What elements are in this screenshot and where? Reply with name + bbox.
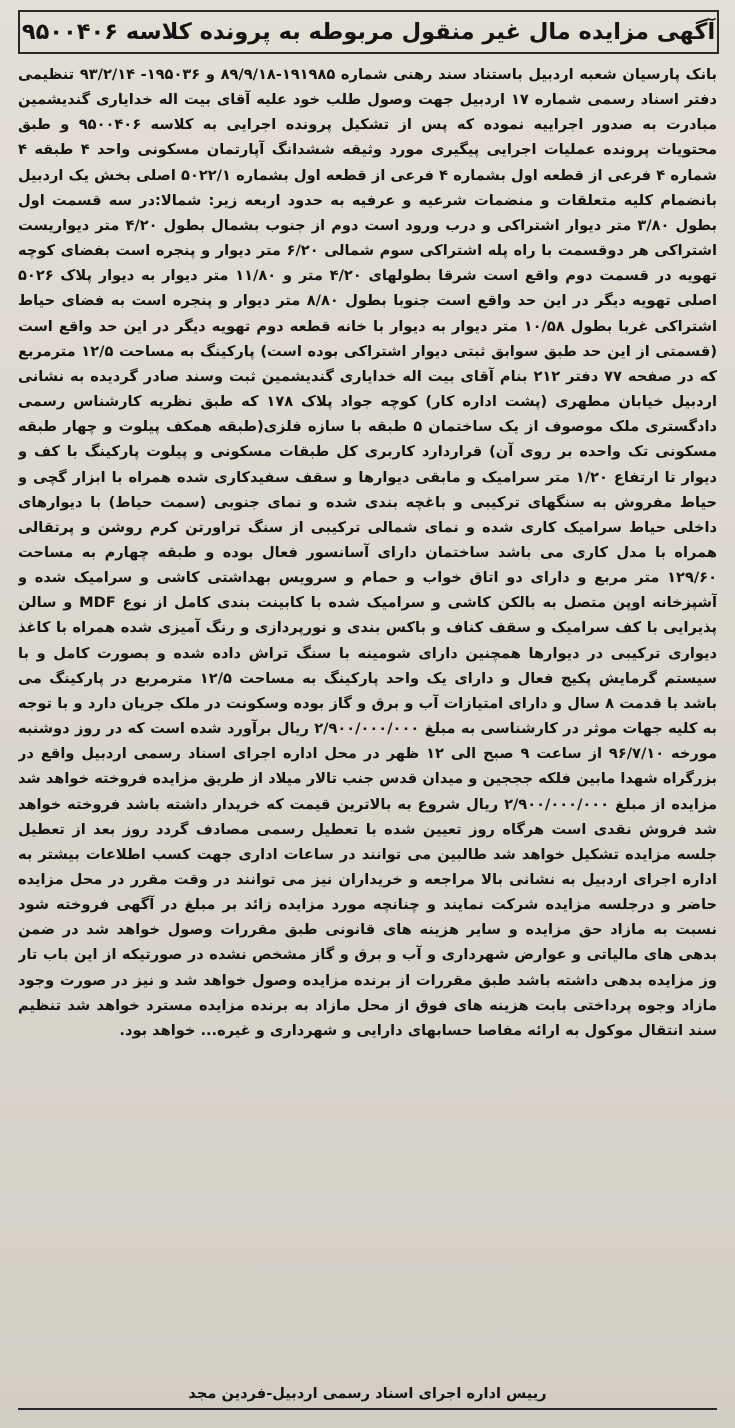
notice-title: آگهی مزایده مال غیر منقول مربوطه به پرونده کلاسه ۹۵۰۰۴۰۶ — [21, 19, 716, 45]
notice-body: بانک پارسیان شعبه اردبیل باستناد سند رهنی شماره ۱۹۱۹۸۵-۸۹/۹/۱۸ و ۱۹۵۰۳۶- ۹۳/۲/۱۴ تنظیمی دفتر اسناد رسمی شماره ۱۷ اردبیل جهت وصول طلب خود علیه آقای بیت اله خدایاری گندیشمین مبادرت به صدور اجراییه نموده که پس از تشکیل پرونده اجرایی به کلاسه ۹۵۰۰۴۰۶ و طبق محتویات پرونده عملیات اجرایی پیگیری مورد وثیقه ششدانگ آپارتمان مسکونی واحد ۴ طبقه ۴ شماره ۴ فرعی از قطعه اول بشماره ۴ فرعی از قطعه اول بشماره ۵۰۲۲/۱ اصلی بخش یک اردبیل بانضمام کلیه متعلقات و منضمات شرعیه و عرفیه به حدود اربعه زیر: شمالا:در سه قسمت اول بطول ۳/۸۰ متر دیوار اشتراکی و درب ورود است دوم از جنوب بشمال بطول ۴/۲۰ متر دیواریست اشتراکی هر دوقسمت با راه پله اشتراکی سوم شمالی ۶/۲۰ متر دیوار و پنجره است بفضای کوچه تهویه در قسمت دوم واقع است شرقا بطولهای ۴/۲۰ متر و ۱۱/۸۰ متر دیوار به دیوار پلاک ۵۰۲۶ اصلی تهویه دیگر در این حد واقع است جنوبا بطول ۸/۸۰ متر دیوار و پنجره است به فضای حیاط اشتراکی غربا بطول ۱۰/۵۸ متر دیوار به دیوار با خانه قطعه دوم تهویه دیگر در این حد واقع است (قسمتی از این حد طبق سوابق ثبتی دیوار اشتراکی بوده است) پارکینگ به مساحت ۱۲/۵ مترمربع که در صفحه ۷۷ دفتر ۲۱۲ بنام آقای بیت اله خدایاری گندیشمین ثبت وسند صادر گردیده به نشانی اردبیل خیابان مطهری (پشت اداره کار) کوچه جواد پلاک ۱۷۸ که طبق نظریه کارشناس رسمی دادگستری ملک موصوف از یک ساختمان ۵ طبقه با سازه فلزی(طبقه همکف پیلوت و چهار طبقه مسکونی تک واحده بر روی آن) قراردارد کاربری کل طبقات مسکونی و پیلوت پارکینگ با کف و دیوار تا ارتفاع ۱/۲۰ متر سرامیک و مابقی دیوارها و سقف سفیدکاری شده همراه با ابزار گچی و حیاط مفروش به سنگهای ترکیبی و باغچه بندی شده و نمای جنوبی (سمت حیاط) با دیوارهای داخلی حیاط سرامیک کاری شده و نمای شمالی ترکیبی از سنگ تراورتن کرم روشن و پرتقالی همراه با مدل کاری می باشد ساختمان دارای آسانسور فعال بوده و طبقه چهارم به مساحت ۱۲۹/۶۰ متر مربع و دارای دو اتاق خواب و حمام و سرویس بهداشتی کاشی و سرامیک شده و آشپزخانه اوپن متصل به بالکن کاشی و سرامیک شده با کابینت بندی کامل از نوع MDF و سالن پذیرایی با کف سرامیک و سقف کناف و باکس بندی و نورپردازی و رنگ آمیزی شده همراه با کاغذ دیواری ترکیبی در دیوارها همچنین دارای شومینه با سنگ تراش داده شده و بصورت کامل و با سیستم گرمایش پکیج فعال و دارای یک واحد پارکینگ به مساحت ۱۲/۵ مترمربع در پارکینگ می باشد با قدمت ۸ سال و دارای امتیازات آب و برق و گاز بوده وسکونت در ملک جریان دارد و با توجه به کلیه جهات موثر در کارشناسی به مبلغ ۲/۹۰۰/۰۰۰/۰۰۰ ریال برآورد شده است که در روز دوشنبه مورخه ۹۶/۷/۱۰ از ساعت ۹ صبح الی ۱۲ ظهر در محل اداره اجرای اسناد رسمی اردبیل واقع در بزرگراه شهدا مابین فلکه جججین و میدان قدس جنب تالار میلاد از طریق مزایده فروخته خواهد شد مزایده از مبلغ ۲/۹۰۰/۰۰۰/۰۰۰ ریال شروع به بالاترین قیمت که خریدار داشته باشد فروخته خواهد شد فروش نقدی است هرگاه روز تعیین شده با تعطیل رسمی مصادف گردد روز بعد از تعطیل جلسه مزایده تشکیل خواهد شد طالبین می توانند در ساعات اداری جهت کسب اطلاعات بیشتر به اداره اجرای اردبیل به نشانی بالا مراجعه و خریداران نیز می توانند در وقت مقرر در محل مزایده حاضر و درجلسه مزایده شرکت نمایند و چنانچه مورد مزایده زائد بر مبلغ در آگهی فروخته شود نسبت به مازاد حق مزایده و سایر هزینه های قانونی طبق مقررات وصول خواهد شد در ضمن بدهی های مالیاتی و عوارض شهرداری و آب و برق و گاز مشخص نشده در صورتیکه از این باب تار وز مزایده بدهی داشته باشد طبق مقررات از برنده مزایده وصول خواهد شد و نیز در صورت وجود مازاد وجوه پرداختی بابت هزینه های فوق از محل مازاد به برنده مزایده مسترد خواهد شد تنظیم سند انتقال موکول به ارائه مفاصا حسابهای دارایی و شهرداری و غیره... خواهد بود. — [18, 66, 717, 1039]
signature-divider — [18, 1408, 717, 1410]
notice-title-box — [18, 10, 719, 54]
notice-signature: رییس اداره اجرای اسناد رسمی اردبیل-فردین مجد — [188, 1385, 547, 1402]
